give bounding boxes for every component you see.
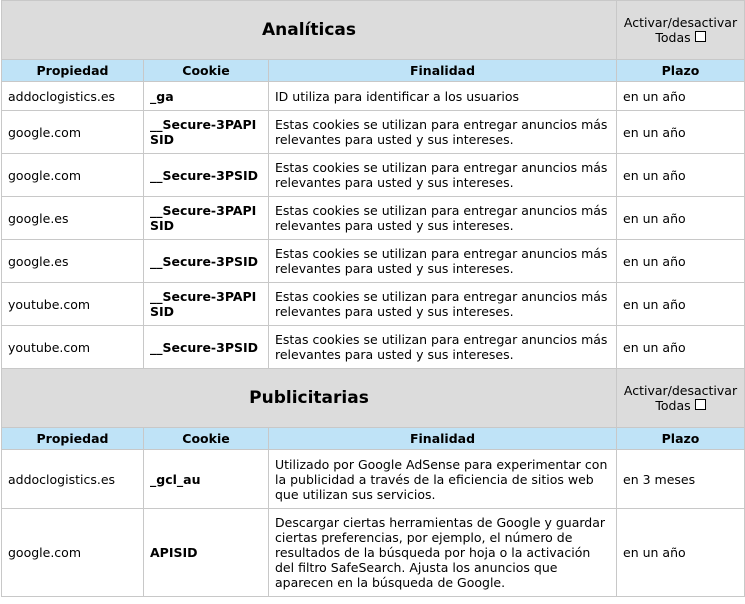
- cell-term: en un año: [617, 82, 745, 111]
- cell-purpose: Estas cookies se utilizan para entregar anuncios más relevantes para usted y sus intereses.: [269, 154, 617, 197]
- cell-term: en un año: [617, 154, 745, 197]
- toggle-all-cell: [617, 369, 745, 428]
- table-row: [2, 450, 745, 509]
- cell-cookie: __Secure-3PSID: [144, 326, 269, 369]
- cell-term: en un año: [617, 509, 745, 597]
- cell-cookie: __Secure-3PSID: [144, 154, 269, 197]
- cell-purpose: Estas cookies se utilizan para entregar anuncios más relevantes para usted y sus intereses.: [269, 326, 617, 369]
- cell-term: en un año: [617, 111, 745, 154]
- cell-term: en un año: [617, 326, 745, 369]
- cell-purpose: Estas cookies se utilizan para entregar anuncios más relevantes para usted y sus intereses.: [269, 111, 617, 154]
- cell-property: google.com: [2, 509, 144, 597]
- cell-purpose: Utilizado por Google AdSense para experimentar con la publicidad a través de la eficiencia de sitios web que utilizan sus servicios.: [269, 450, 617, 509]
- table-row: [2, 82, 745, 111]
- cell-property: youtube.com: [2, 283, 144, 326]
- cell-property: google.com: [2, 111, 144, 154]
- column-header-cookie: Cookie: [144, 60, 269, 82]
- toggle-all-label: Activar/desactivar Todas: [623, 15, 738, 45]
- cell-cookie: _ga: [144, 82, 269, 111]
- cell-cookie: __Secure-3PAPISID: [144, 111, 269, 154]
- table-row: [2, 197, 745, 240]
- column-header-term: Plazo: [617, 60, 745, 82]
- section-title: Analíticas: [2, 1, 617, 60]
- toggle-all-cell: [617, 1, 745, 60]
- cell-property: addoclogistics.es: [2, 82, 144, 111]
- cell-purpose: ID utiliza para identificar a los usuarios: [269, 82, 617, 111]
- cell-cookie: __Secure-3PAPISID: [144, 283, 269, 326]
- cell-purpose: Descargar ciertas herramientas de Google y guardar ciertas preferencias, por ejemplo, el número de resultados de la búsqueda por hoja o la activación del filtro SafeSearch. Ajusta los anuncios que aparecen en la búsqueda de Google.: [269, 509, 617, 597]
- cell-property: google.es: [2, 240, 144, 283]
- toggle-all-label: Activar/desactivar Todas: [623, 383, 738, 413]
- table-row: [2, 283, 745, 326]
- cell-purpose: Estas cookies se utilizan para entregar anuncios más relevantes para usted y sus intereses.: [269, 240, 617, 283]
- table-row: [2, 111, 745, 154]
- table-row: [2, 154, 745, 197]
- column-header-term: Plazo: [617, 428, 745, 450]
- cell-cookie: __Secure-3PSID: [144, 240, 269, 283]
- column-headers: [2, 428, 745, 450]
- section-header-analiticas: [2, 1, 745, 60]
- cell-cookie: _gcl_au: [144, 450, 269, 509]
- cell-purpose: Estas cookies se utilizan para entregar anuncios más relevantes para usted y sus intereses.: [269, 283, 617, 326]
- section-header-publicitarias: [2, 369, 745, 428]
- column-header-purpose: Finalidad: [269, 60, 617, 82]
- cell-purpose: Estas cookies se utilizan para entregar anuncios más relevantes para usted y sus intereses.: [269, 197, 617, 240]
- section-title: Publicitarias: [2, 369, 617, 428]
- column-header-property: Propiedad: [2, 428, 144, 450]
- cell-cookie: __Secure-3PAPISID: [144, 197, 269, 240]
- column-header-cookie: Cookie: [144, 428, 269, 450]
- column-headers: [2, 60, 745, 82]
- table-row: [2, 509, 745, 597]
- cell-term: en un año: [617, 283, 745, 326]
- toggle-all-checkbox[interactable]: [695, 399, 706, 410]
- cell-property: google.com: [2, 154, 144, 197]
- cell-term: en un año: [617, 197, 745, 240]
- cell-property: youtube.com: [2, 326, 144, 369]
- table-row: [2, 326, 745, 369]
- cookie-table: [1, 0, 745, 597]
- column-header-purpose: Finalidad: [269, 428, 617, 450]
- cell-cookie: APISID: [144, 509, 269, 597]
- cell-property: google.es: [2, 197, 144, 240]
- toggle-all-checkbox[interactable]: [695, 31, 706, 42]
- table-row: [2, 240, 745, 283]
- cell-property: addoclogistics.es: [2, 450, 144, 509]
- cell-term: en 3 meses: [617, 450, 745, 509]
- cell-term: en un año: [617, 240, 745, 283]
- column-header-property: Propiedad: [2, 60, 144, 82]
